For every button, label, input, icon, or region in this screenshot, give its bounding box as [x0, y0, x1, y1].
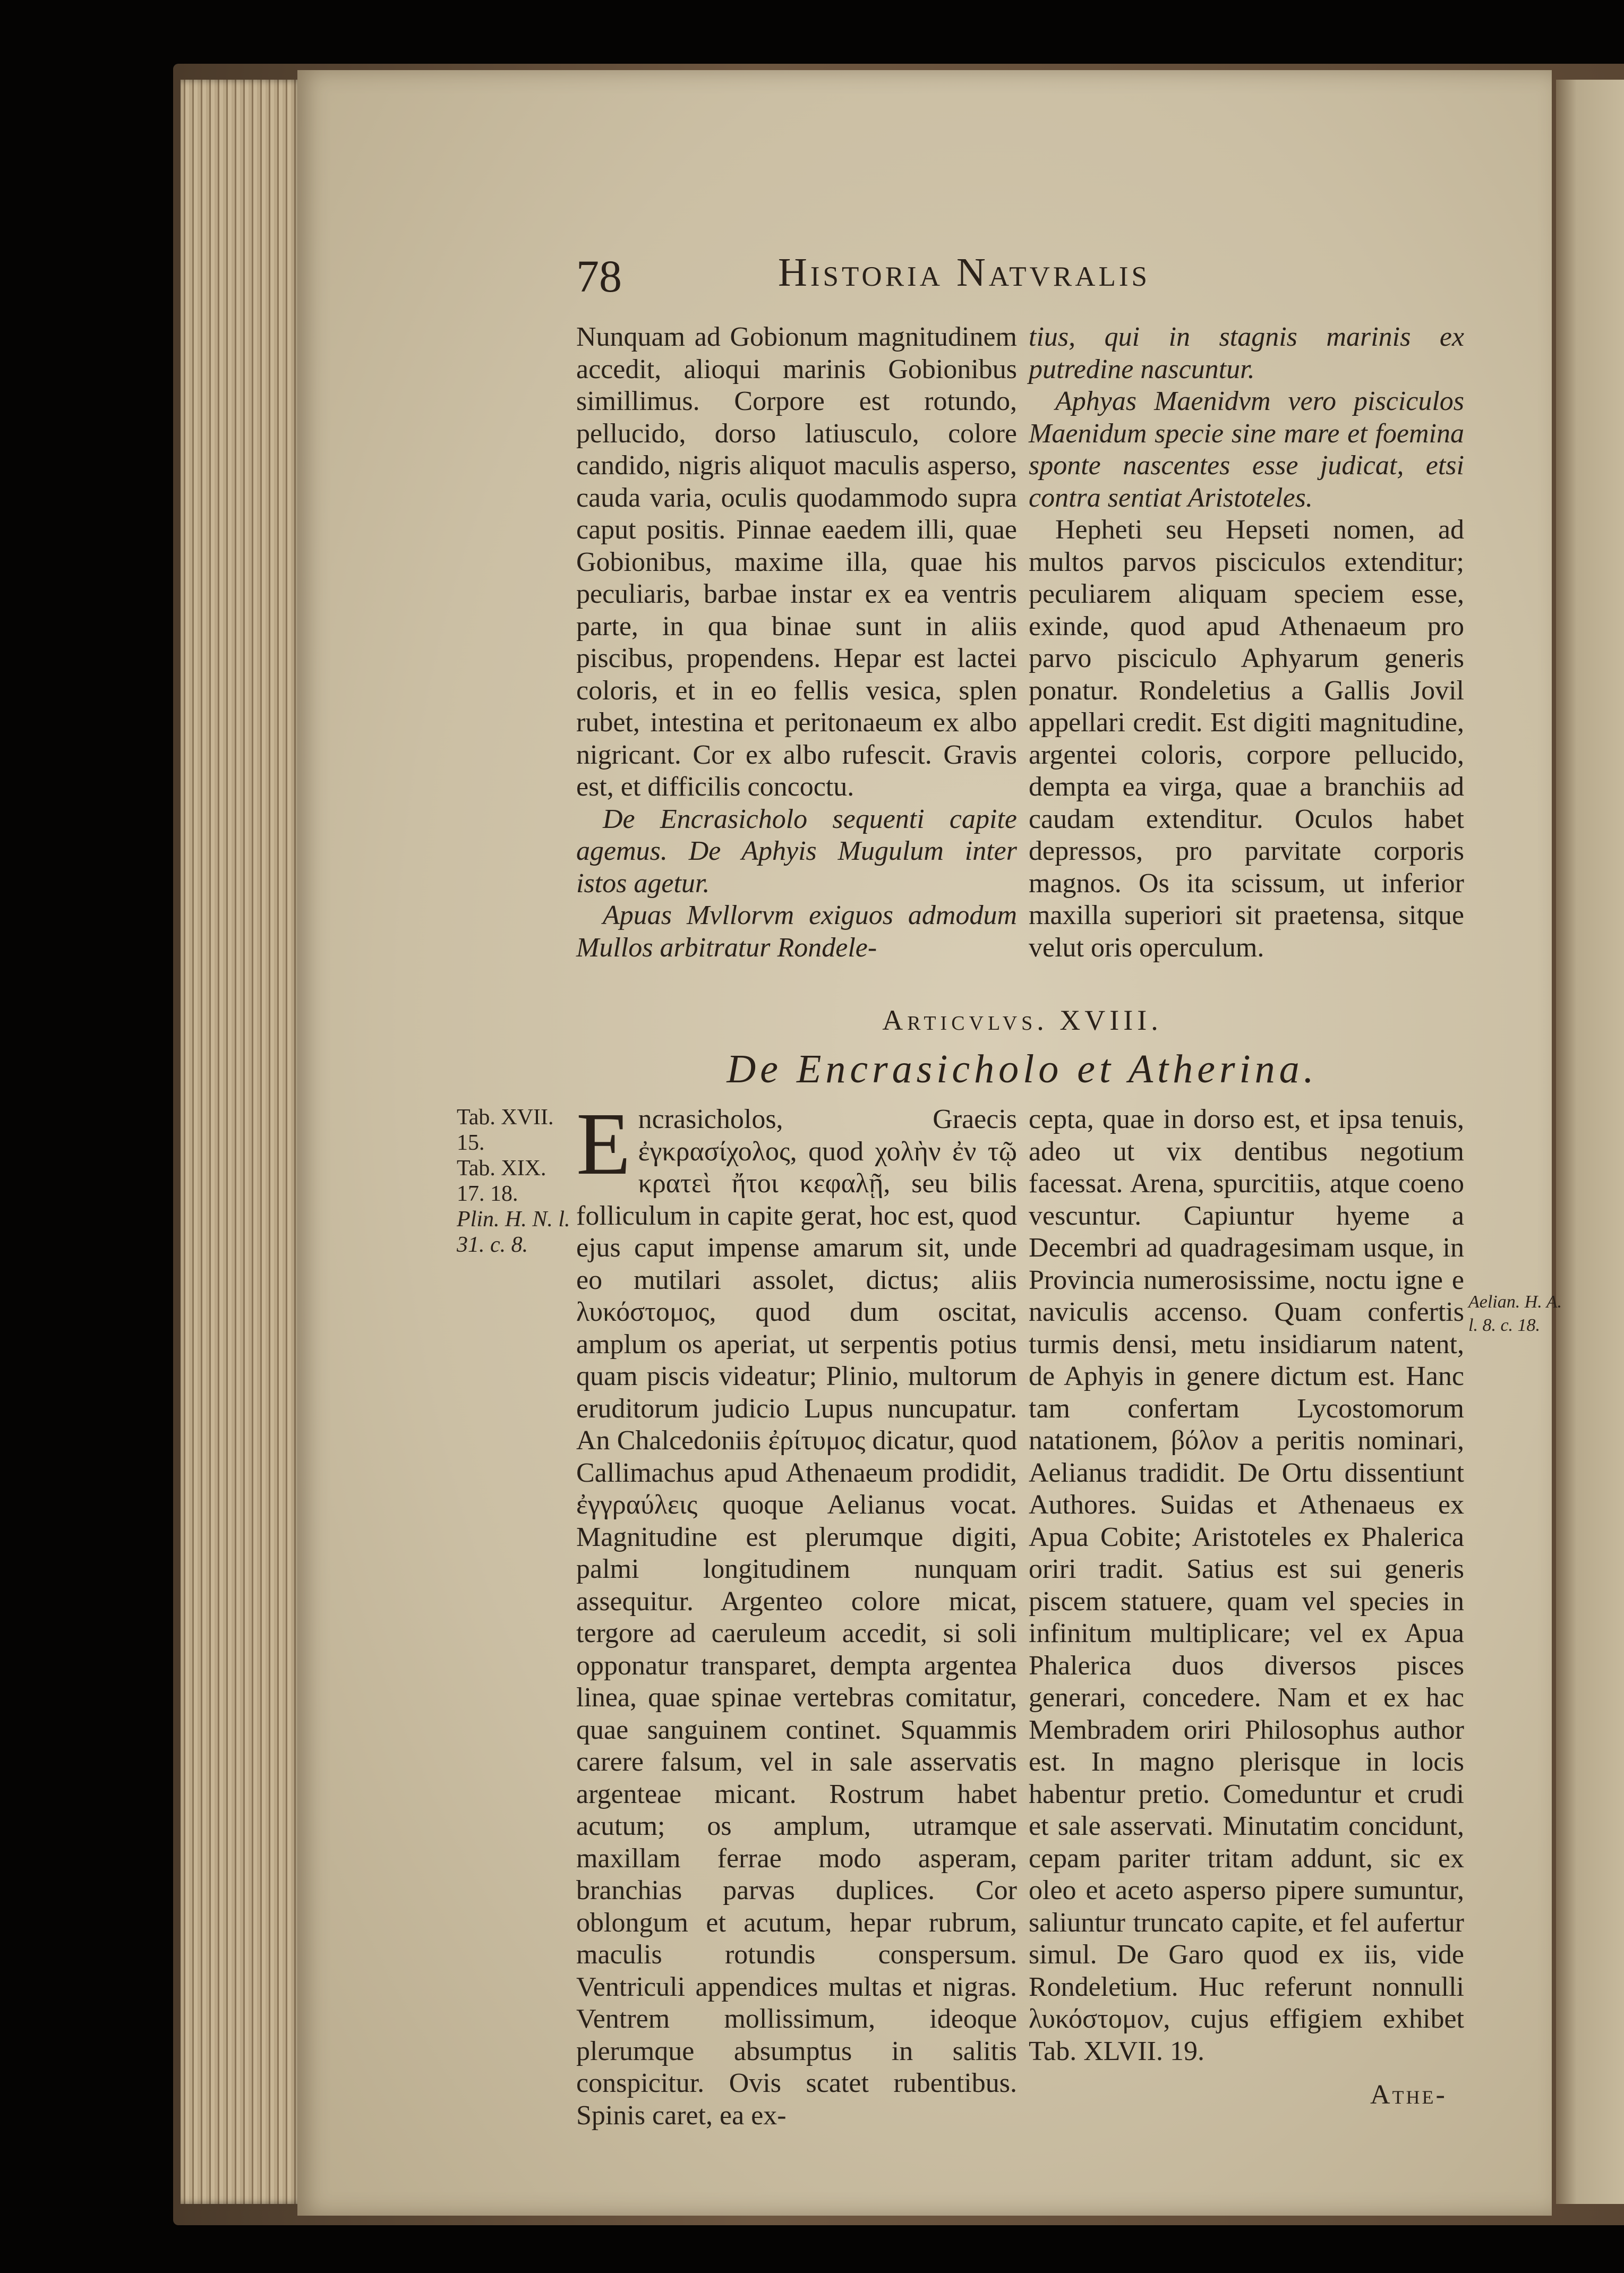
- paragraph: Hepheti seu Hepseti nomen, ad multos parvos pisciculos extenditur; peculiarem aliquam speciem esse, exinde, quod apud Athenaeum pro parvo pisciculo Aphyarum generis ponatur. Rondeletius a Gallis Jovil appellari credit. Est digiti magnitudine, argentei coloris, corpore pellucido, dempta ea virga, quae a branchiis ad caudam extenditur. Oculos habet depressos, pro parvitate corporis magnos. Os ita scissum, ut inferior maxilla superiori sit praetensa, sitque velut oris operculum.: [1029, 515, 1464, 963]
- paragraph: Nunquam ad Gobionum magnitudinem accedit, alioqui marinis Gobionibus simillimus. Corpore est rotundo, pellucido, dorso latiusculo, colore candido, nigris aliquot maculis asperso, cauda varia, oculis quodammodo supra caput positis. Pinnae eaedem illi, quae Gobionibus, maxime illa, quae his peculiaris, barbae instar ex ea ventris parte, in qua binae sunt in aliis piscibus, propendens. Hepar est lactei coloris, et in eo fellis vesica, splen rubet, intestina et peritonaeum ex albo nigricant. Cor ex albo rufescit. Gravis est, et difficilis concoctu.: [576, 322, 1017, 802]
- paragraph: Apuas Mvllorvm exiguos admodum Mullos arbitratur Rondele-: [576, 900, 1017, 963]
- margin-notes-left: [457, 1105, 579, 1258]
- margin-note: Tab. XVII. 15.: [457, 1105, 554, 1155]
- drop-cap: E: [576, 1095, 631, 1193]
- next-page-edge: [1556, 80, 1624, 2204]
- margin-note-right: Aelian. H. A. l. 8. c. 18.: [1468, 1292, 1562, 1335]
- body-text: cepta, quae in dorso est, et ipsa tenuis, adeo ut vix dentibus negotium facessat. Arena, spurcitiis, atque coeno vescuntur. Capiuntur hyeme a Decembri ad quadragesimam usque, in Provincia numerosissime, noctu igne e naviculis accenso. Quam confertis turmis densi, metu insidiarum natent, de Aphyis in genere dictum est. Hanc tam confertam Lycostomorum natationem, βόλον a peritis nominari, Aelianus tradidit. De Ortu dissentiunt Authores. Suidas et Athenaeus ex Apua Cobite; Aristoteles ex Phalerica oriri tradit. Satius est sui generis piscem statuere, quam vel species in infinitum multiplicare; vel ex Apua Phalerica duos diversos pisces generari, concedere. Nam et ex hac Membradem oriri Philosophus author est. In magno plerisque in locis habentur pretio. Comeduntur et crudi et sale asservati. Minutatim concidunt, cepam pariter tritam addunt, sic ex oleo et aceto asperso pipere sumuntur, saliuntur truncato capite, et fel aufertur simul. De Garo quod ex iis, vide Rondeletium. Huc referunt nonnulli λυκόστομον, cujus effigiem exhibet Tab. XLVII. 19.: [1029, 1104, 1464, 2066]
- paragraph: tius, qui in stagnis marinis ex putredine nascuntur.: [1029, 322, 1464, 384]
- article-heading: Articvlvs. XVIII.: [882, 1004, 1163, 1036]
- paragraph: Aphyas Maenidvm vero pisciculos Maenidum specie sine mare et foemina sponte nascentes esse judicat, etsi contra sentiat Aristoteles.: [1029, 386, 1464, 513]
- article-subtitle: De Encrasicholo et Atherina.: [726, 1047, 1318, 1091]
- top-right-column: [1029, 321, 1464, 964]
- top-left-column: [576, 321, 1017, 964]
- margin-note: Tab. XIX. 17. 18.: [457, 1156, 546, 1206]
- body-text: ncrasicholos, Graecis ἐγκρασίχολος, quod χολὴν ἐν τῷ κρατεὶ ἤτοι κεφαλῇ, seu bilis folliculum in capite gerat, hoc est, quod ejus caput impense amarum sit, unde eo mutilari assolet, dictus; aliis λυκόστομος, quod dum oscitat, amplum os aperiat, ut serpentis potius quam piscis videatur; Plinio, multorum eruditorum judicio Lupus nuncupatur. An Chalcedoniis ἐρίτυμος dicatur, quod Callimachus apud Athenaeum prodidit, ἐγγραύλεις quoque Aelianus vocat. Magnitudine est plerumque digiti, palmi longitudinem nunquam assequitur. Argenteo colore micat, tergore ad caeruleum accedit, si soli opponatur transparet, dempta argentea linea, quae spinae vertebras comitatur, quae sanguinem continet. Squammis carere falsum, vel in sale asservatis argenteae micant. Rostrum habet acutum; os amplum, utramque maxillam ferrae modo asperam, branchias parvas duplices. Cor oblongum et acutum, hepar rubrum, maculis rotundis conspersum. Ventriculi appendices multas et nigras. Ventrem mollissimum, ideoque plerumque absumptus in salitis conspicitur. Ovis scatet rubentibus. Spinis caret, ea ex-: [576, 1104, 1017, 2131]
- bottom-right-column: [1029, 1104, 1464, 2067]
- running-head: Historia Natvralis: [778, 250, 1151, 295]
- paragraph: De Encrasicholo sequenti capite agemus. De Aphyis Mugulum inter istos agetur.: [576, 804, 1017, 899]
- page-edges: [181, 80, 303, 2204]
- catchword: Athe-: [1370, 2080, 1447, 2110]
- page-number: 78: [576, 251, 622, 302]
- bottom-left-column: [576, 1095, 1017, 2132]
- margin-note: Plin. H. N. l. 31. c. 8.: [457, 1207, 570, 1257]
